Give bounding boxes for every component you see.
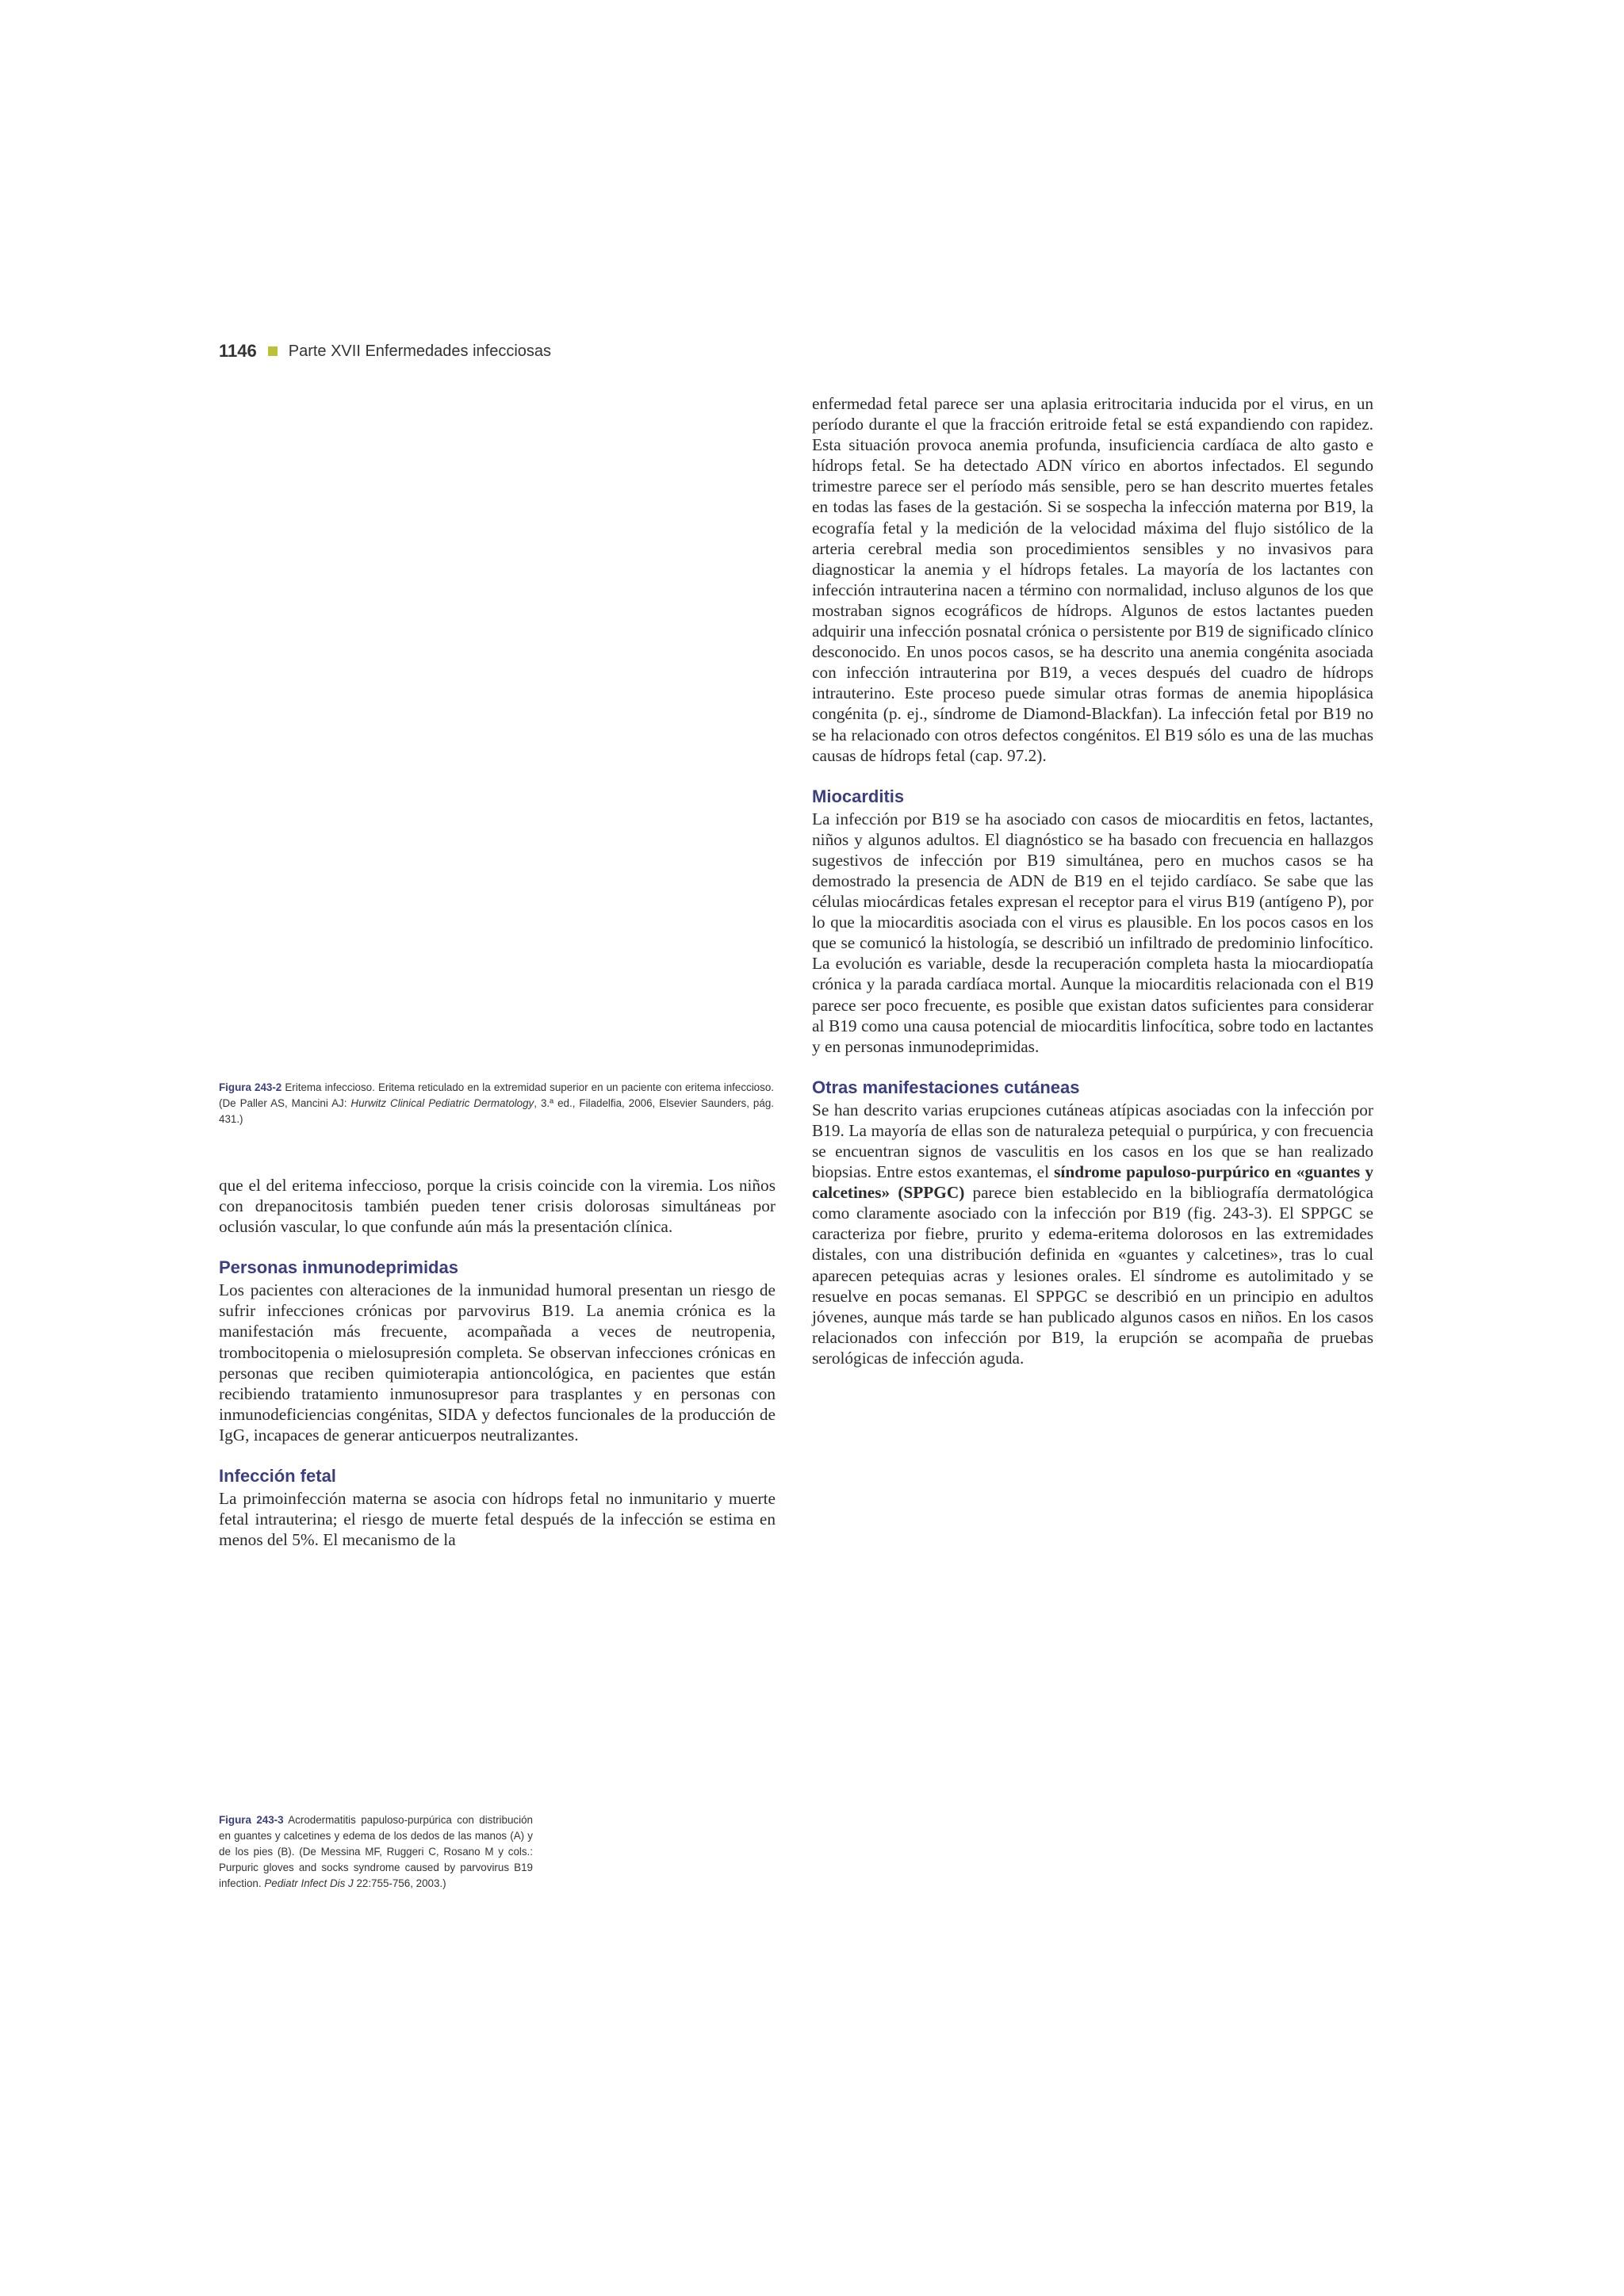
figure-243-3-label: Figura 243-3	[219, 1814, 284, 1826]
figure-243-2-label: Figura 243-2	[219, 1081, 282, 1093]
right-column	[812, 393, 1373, 1368]
cutaneas-text-a: Se han descrito varias erupciones cutáneas atípicas asociadas con la infección por B19. La mayoría de ellas son de naturaleza petequial o purpúrica, y con frecuencia se encuentran signos de vasculitis en los casos en los que se han realizado biopsias. Entre estos exantemas, el	[812, 1100, 1373, 1182]
figure-243-3-caption	[219, 1812, 533, 1892]
heading-miocarditis: Miocarditis	[812, 786, 905, 806]
header-square-marker	[268, 346, 278, 356]
paragraph-inmunodeprimidas: Los pacientes con alteraciones de la inmunidad humoral presentan un riesgo de sufrir infecciones crónicas por parvovirus B19. La anemia crónica es la manifestación más frecuente, acompañada a veces de neutropenia, trombocitopenia o mielosupresión completa. Se observan infecciones crónicas en personas que reciben quimioterapia antioncológica, en pacientes que están recibiendo tratamiento inmunosupresor para trasplantes y en personas con inmunodeficiencias congénitas, SIDA y defectos funcionales de la producción de IgG, incapaces de generar anticuerpos neutralizantes.	[219, 1280, 776, 1445]
cutaneas-bold-term: síndrome papuloso-purpúrico en «guantes y calcetines» (SPPGC)	[812, 1162, 1373, 1203]
running-header	[219, 341, 551, 362]
heading-personas-inmunodeprimidas: Personas inmunodeprimidas	[219, 1257, 458, 1278]
figure-243-2-book-title: Hurwitz Clinical Pediatric Dermatology	[350, 1097, 534, 1109]
paragraph-left-intro: que el del eritema infeccioso, porque la crisis coincide con la viremia. Los niños con drepanocitosis también pueden tener crisis dolorosas simultáneas por oclusión vascular, lo que confunde aún más la presentación clínica.	[219, 1176, 776, 1237]
left-column	[219, 1175, 776, 1550]
page-number: 1146	[219, 341, 257, 361]
figure-243-3-text-b: 22:755-756, 2003.)	[353, 1877, 446, 1889]
paragraph-fetal-continued: enfermedad fetal parece ser una aplasia eritrocitaria inducida por el virus, en un período durante el que la fracción eritroide fetal se está expandiendo con rapidez. Esta situación provoca anemia profunda, insuficiencia cardíaca de alto gasto e hídrops fetal. Se ha detectado ADN vírico en abortos infectados. El segundo trimestre parece ser el período más sensible, pero se han descrito muertes fetales en todas las fases de la gestación. Si se sospecha la infección materna por B19, la ecografía fetal y la medición de la velocidad máxima del flujo sistólico de la arteria cerebral media son procedimientos sensibles y no invasivos para diagnosticar la anemia y el hídrops fetales. La mayoría de los lactantes con infección intrauterina nacen a término con normalidad, incluso algunos de los que mostraban signos ecográficos de hídrops. Algunos de estos lactantes pueden adquirir una infección posnatal crónica o persistente por B19 de significado clínico desconocido. En unos pocos casos, se ha descrito una anemia congénita asociada con infección intrauterina por B19, a veces después del cuadro de hídrops intrauterino. Este proceso puede simular otras formas de anemia hipoplásica congénita (p. ej., síndrome de Diamond-Blackfan). La infección fetal por B19 no se ha relacionado con otros defectos congénitos. El B19 sólo es una de las muchas causas de hídrops fetal (cap. 97.2).	[812, 394, 1373, 765]
part-title: Parte XVII Enfermedades infecciosas	[288, 342, 552, 360]
paragraph-cutaneas	[812, 1100, 1373, 1368]
heading-otras-manifestaciones: Otras manifestaciones cutáneas	[812, 1077, 1080, 1097]
paragraph-miocarditis: La infección por B19 se ha asociado con casos de miocarditis en fetos, lactantes, niños y algunos adultos. El diagnóstico se ha basado con frecuencia en hallazgos sugestivos de infección por B19 simultánea, pero en muchos casos se ha demostrado la presencia de ADN de B19 en el tejido cardíaco. Se sabe que las células miocárdicas fetales expresan el receptor para el virus B19 (antígeno P), por lo que la miocarditis asociada con el virus es plausible. En los pocos casos en los que se comunicó la histología, se describió un infiltrado de predominio linfocítico. La evolución es variable, desde la recuperación completa hasta la miocardiopatía crónica y la parada cardíaca mortal. Aunque la miocarditis relacionada con el B19 parece ser poco frecuente, es posible que existan datos suficientes para considerar al B19 como una causa potencial de miocarditis linfocítica, sobre todo en lactantes y en personas inmunodeprimidas.	[812, 809, 1373, 1056]
figure-243-2-caption	[219, 1080, 774, 1127]
figure-243-3-text-a: Acrodermatitis papuloso-purpúrica con distribución en guantes y calcetines y edema de los dedos de las manos (A) y de los pies (B). (De Messina MF, Ruggeri C, Rosano M y cols.: Purpuric gloves and socks syndrome caused by parvovirus B19 infection.	[219, 1814, 533, 1889]
cutaneas-text-b: parece bien establecido en la bibliografía dermatológica como claramente asociado con la infección por B19 (fig. 243-3). El SPPGC se caracteriza por fiebre, prurito y edema-eritema dolorosos en las extremidades distales, con una distribución definida en «guantes y calcetines», tras lo cual aparecen petequias acras y lesiones orales. El síndrome es autolimitado y se resuelve en pocas semanas. El SPPGC se describió en un principio en adultos jóvenes, aunque más tarde se han publicado algunos casos en niños. En los casos relacionados con infección por B19, la erupción se acompaña de pruebas serológicas de infección aguda.	[812, 1183, 1373, 1368]
figure-243-3-journal: Pediatr Infect Dis J	[264, 1877, 354, 1889]
figure-243-2-text-b: , 3.ª ed., Filadelfia, 2006, Elsevier Saunders, pág. 431.)	[219, 1097, 774, 1125]
heading-infeccion-fetal: Infección fetal	[219, 1466, 336, 1487]
paragraph-infeccion-fetal: La primoinfección materna se asocia con hídrops fetal no inmunitario y muerte fetal intrauterina; el riesgo de muerte fetal después de la infección se estima en menos del 5%. El mecanismo de la	[219, 1489, 776, 1550]
figure-243-2-text-a: Eritema infeccioso. Eritema reticulado en la extremidad superior en un paciente con eritema infeccioso. (De Paller AS, Mancini AJ:	[219, 1081, 774, 1109]
